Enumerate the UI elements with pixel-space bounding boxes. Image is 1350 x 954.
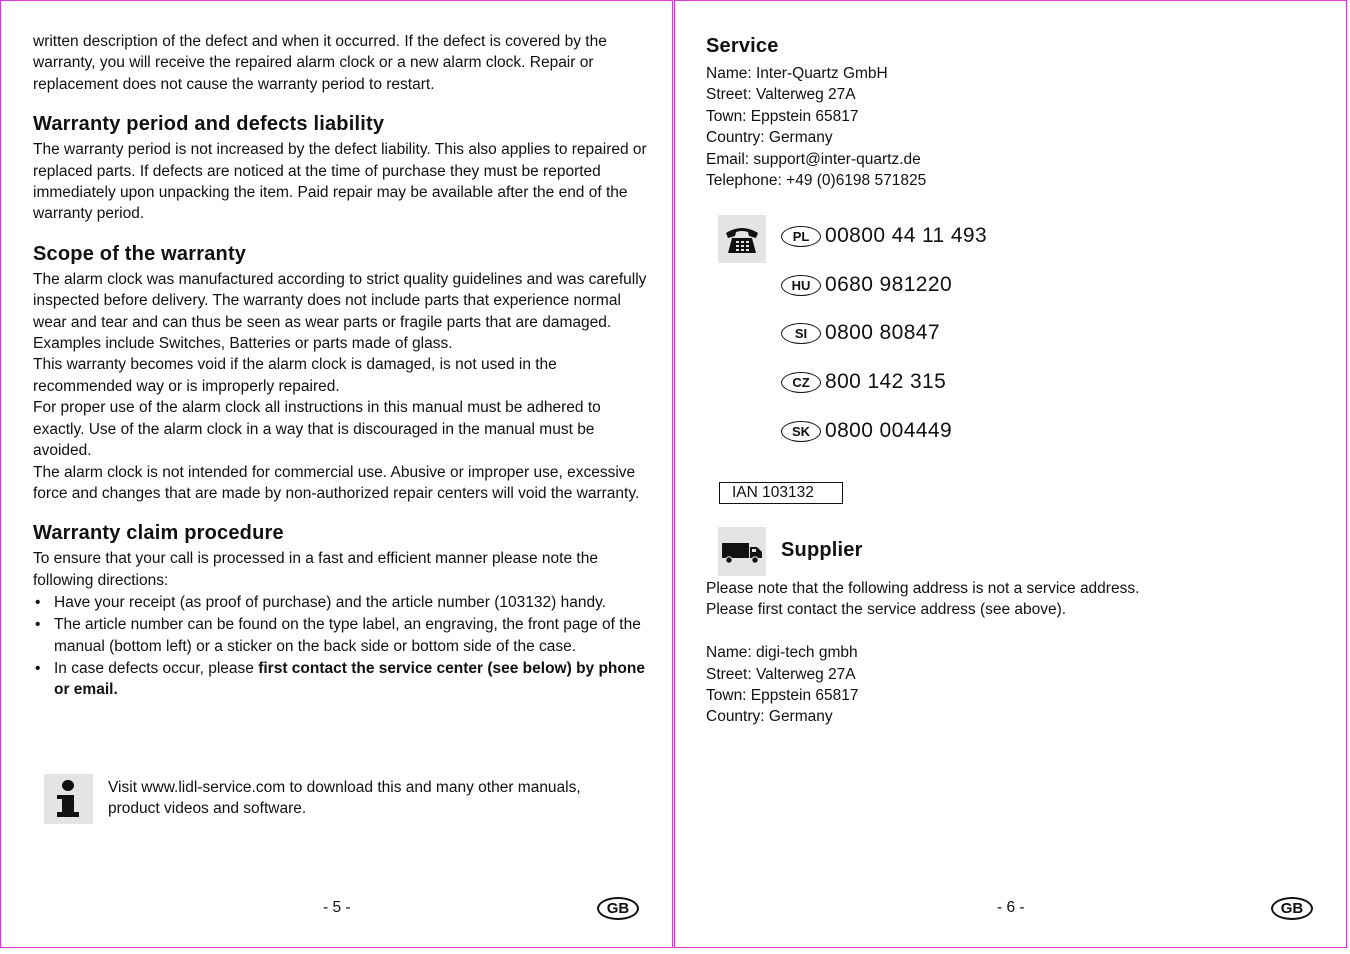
page-number-left: - 5 - — [323, 899, 351, 916]
hotline-sk — [781, 419, 987, 468]
service-line: Name: Inter-Quartz GmbH — [706, 65, 888, 82]
language-badge-right: GB — [1271, 897, 1313, 920]
hotline-list — [781, 224, 987, 468]
service-heading: Service — [706, 35, 779, 57]
scope-heading: Scope of the warranty — [33, 242, 247, 265]
hotline-number: 0800 004449 — [825, 419, 953, 442]
service-line: Town: Eppstein 65817 — [706, 107, 859, 125]
info-icon — [44, 774, 93, 824]
supplier-line: Name: digi-tech gmbh — [706, 644, 858, 662]
service-line: Email: support@inter-quartz.de — [706, 150, 921, 168]
claim-bullet-2: • The article number can be found on the type label, an engraving, the front page of the manual (bottom left) or a sticker on the back side or bottom side of the case. — [33, 614, 648, 658]
supplier-line: Town: Eppstein 65817 — [706, 687, 859, 705]
scope-paragraph-1: The alarm clock was manufactured according to strict quality guidelines and was carefully inspected before delivery. The warranty does not include parts that experience normal wear and tear and can thus be seen as wear parts or fragile parts that are damaged. Examples include Switches, Batteries or parts made of glass. — [33, 270, 647, 353]
service-address — [706, 63, 1321, 191]
hotline-number: 0680 981220 — [825, 273, 953, 296]
claim-bullet-3-bold: first contact the service center (see below) by phone or email. — [54, 659, 645, 699]
warranty-period-heading: Warranty period and defects liability — [33, 113, 385, 136]
service-line: Street: Valterweg 27A — [706, 86, 856, 104]
country-code-badge: PL — [781, 226, 821, 247]
hotline-si — [781, 321, 987, 370]
claim-bullet-3 — [33, 658, 648, 702]
hotline-number: 00800 44 11 493 — [825, 224, 988, 247]
scope-paragraph-4: The alarm clock is not intended for commercial use. Abusive or improper use, excessive force and changes that are made by non-authorized repair centers will void the warranty. — [33, 463, 640, 502]
claim-bullet-1: • Have your receipt (as proof of purchase) and the article number (103132) handy. — [33, 592, 648, 614]
language-badge-left: GB — [597, 897, 639, 920]
claim-text: To ensure that your call is processed in a fast and efficient manner please note the following directions: — [33, 550, 598, 589]
service-line: Telephone: +49 (0)6198 571825 — [706, 172, 927, 190]
page-number-right: - 6 - — [997, 899, 1025, 916]
claim-bullet-3-plain: In case defects occur, please — [54, 659, 259, 677]
supplier-note-2: Please first contact the service address (see above). — [706, 601, 1067, 619]
left-column — [33, 31, 648, 701]
claim-heading: Warranty claim procedure — [33, 522, 284, 545]
intro-paragraph: written description of the defect and when it occurred. If the defect is covered by the warranty, you will receive the repaired alarm clock or a new alarm clock. Repair or replacement does not cause the warranty period to restart. — [33, 33, 607, 93]
service-section — [706, 33, 1321, 191]
country-code-badge: SK — [781, 421, 821, 442]
supplier-line: Country: Germany — [706, 708, 833, 726]
service-line: Country: Germany — [706, 129, 833, 147]
country-code-badge: SI — [781, 323, 821, 344]
supplier-section — [706, 578, 1306, 728]
warranty-period-text: The warranty period is not increased by the defect liability. This also applies to repaired or replaced parts. If defects are noticed at the time of purchase they must be reported immediately upon unpacking the item. Paid repair may be available after the end of the warranty period. — [33, 141, 647, 223]
hotline-number: 800 142 315 — [825, 370, 947, 393]
info-text: Visit www.lidl-service.com to download this and many other manuals, product videos and software. — [108, 779, 581, 818]
scope-paragraph-2: This warranty becomes void if the alarm clock is damaged, is not used in the recommended way or is improperly repaired. — [33, 356, 557, 395]
supplier-heading: Supplier — [781, 539, 863, 561]
truck-icon — [718, 527, 766, 576]
page-right — [674, 0, 1347, 948]
supplier-note-1: Please note that the following address is not a service address. — [706, 580, 1140, 597]
hotline-pl — [781, 224, 987, 273]
hotline-number: 0800 80847 — [825, 321, 940, 344]
page-left — [0, 0, 673, 948]
telephone-icon — [718, 215, 766, 263]
country-code-badge: CZ — [781, 372, 821, 393]
scope-paragraph-3: For proper use of the alarm clock all instructions in this manual must be adhered to exactly. Use of the alarm clock in a way that is discouraged in the manual must be avoided. — [33, 399, 601, 460]
country-code-badge: HU — [781, 275, 821, 296]
hotline-cz — [781, 370, 987, 419]
claim-bullet-list — [33, 592, 648, 701]
hotline-hu — [781, 273, 987, 321]
supplier-line: Street: Valterweg 27A — [706, 665, 856, 683]
ian-box: IAN 103132 — [719, 482, 843, 504]
